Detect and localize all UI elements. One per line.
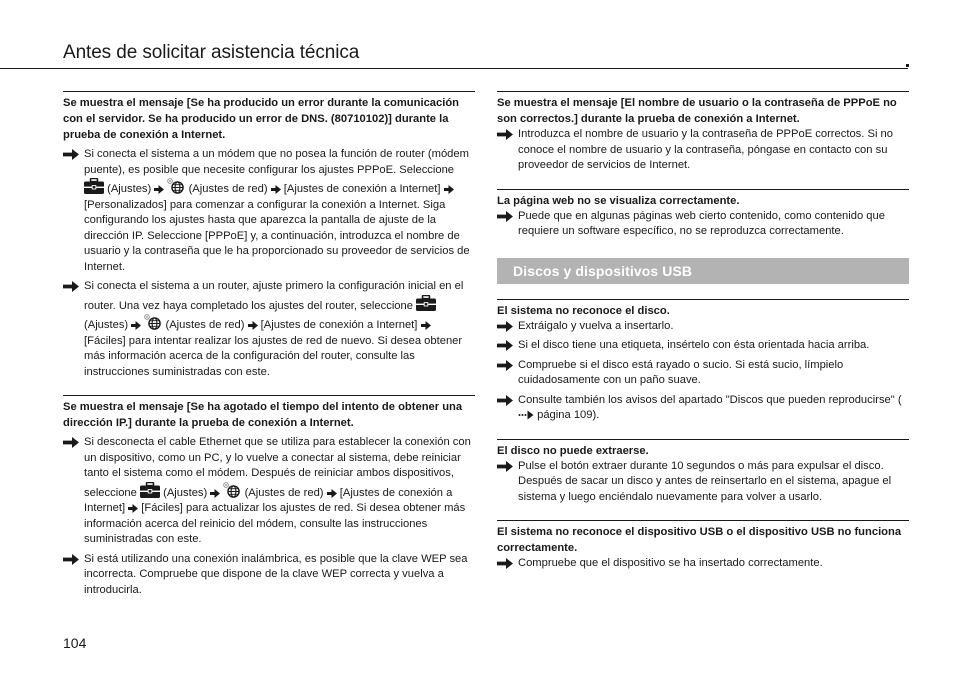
answer-ethernet-restart: Si desconecta el cable Ethernet que se utiliza para establecer la conexión con un dispositivo, como un PC, y lo vuelve a conectar al sistema, debe reiniciar tanto el sistema como el módem. Después de reiniciar ambos dispositivos, seleccione (Ajustes) (Ajustes de red) [Ajustes de conexión a Internet] [Fáciles] para actualizar los ajustes de red. Si desea obtener más información acerca del reinicio del módem, consulte las instrucciones suministradas con este. [63, 435, 475, 548]
right-arrow-icon [497, 395, 513, 406]
header-rule-tick [906, 64, 909, 67]
page-number: 104 [63, 635, 87, 651]
right-arrow-icon [63, 554, 79, 565]
network-globe-icon [144, 314, 162, 330]
step-arrow-icon [154, 185, 164, 194]
step-arrow-icon [248, 321, 258, 330]
question-pppoe-credentials: Se muestra el mensaje [El nombre de usuario o la contraseña de PPPoE no son correctos.] durante la prueba de conexión a Internet. [497, 91, 909, 127]
section-heading-discs-usb: Discos y dispositivos USB [497, 258, 909, 284]
right-arrow-icon [63, 149, 79, 160]
right-arrow-icon [497, 129, 513, 140]
answer-reinsert-disc: Extráigalo y vuelva a insertarlo. [497, 319, 909, 335]
answer-clean-disc: Compruebe si el disco está rayado o sucio. Si está sucio, límpielo cuidadosamente con un paño suave. [497, 358, 909, 389]
answer-pppoe: Introduzca el nombre de usuario y la contraseña de PPPoE correctos. Si no conoce el nombre de usuario y la contraseña, póngase en contacto con su proveedor de servicios de Internet. [497, 127, 909, 174]
step-arrow-icon [131, 321, 141, 330]
step-arrow-icon [444, 185, 454, 194]
step-arrow-icon [128, 504, 138, 513]
answer-usb-inserted: Compruebe que el dispositivo se ha insertado correctamente. [497, 556, 909, 572]
right-arrow-icon [497, 211, 513, 222]
answer-router: Si conecta el sistema a un router, ajuste primero la configuración inicial en el router. Una vez haya completado los ajustes del router, seleccione (Ajustes) (Ajustes de red) [Ajustes de conexión a Internet] [Fáciles] para intentar realizar los ajustes de red de nuevo. Si desea obtener más información acerca de la configuración del router, consulte las instrucciones suministradas con este. [63, 279, 475, 380]
left-column [63, 91, 475, 598]
question-web-page: La página web no se visualiza correctamente. [497, 189, 909, 209]
right-arrow-icon [497, 558, 513, 569]
answer-label-up: Si el disco tiene una etiqueta, insértelo con ésta orientada hacia arriba. [497, 338, 909, 354]
answer-eject-button: Pulse el botón extraer durante 10 segundos o más para expulsar el disco. Después de sacar un disco y antes de reinsertarlo en el sistema, apague el sistema y luego enciéndalo nuevamente para volver a usarlo. [497, 459, 909, 506]
answer-see-playable-discs: Consulte también los avisos del apartado "Discos que pueden reproducirse" ( página 109). [497, 393, 909, 424]
right-column [497, 91, 909, 572]
right-arrow-icon [497, 461, 513, 472]
right-arrow-icon [63, 281, 79, 292]
question-ip-timeout: Se muestra el mensaje [Se ha agotado el tiempo del intento de obtener una dirección IP.] durante la prueba de conexión a Internet. [63, 395, 475, 431]
question-usb-device: El sistema no reconoce el dispositivo USB o el dispositivo USB no funciona correctamente. [497, 520, 909, 556]
step-arrow-icon [271, 185, 281, 194]
answer-wep-key: Si está utilizando una conexión inalámbrica, es posible que la clave WEP sea incorrecta. Compruebe que dispone de la clave WEP correcta y vuelva a introducirla. [63, 552, 475, 599]
right-arrow-icon [63, 437, 79, 448]
question-disc-not-recognized: El sistema no reconoce el disco. [497, 299, 909, 319]
answer-web-page: Puede que en algunas páginas web cierto contenido, como contenido que requiere un software específico, no se reproduzca correctamente. [497, 209, 909, 240]
page-title: Antes de solicitar asistencia técnica [63, 42, 360, 63]
network-globe-icon [167, 178, 185, 194]
header-rule [0, 68, 908, 69]
step-arrow-icon [421, 321, 431, 330]
question-dns-error: Se muestra el mensaje [Se ha producido un error durante la comunicación con el servidor. Se ha producido un error de DNS. (80710102)] durante la prueba de conexión a Internet. [63, 91, 475, 143]
toolbox-settings-icon [140, 482, 160, 498]
answer-bridge-modem: Si conecta el sistema a un módem que no posea la función de router (módem puente), es posible que necesite configurar los ajustes PPPoE. Seleccione (Ajustes) (Ajustes de red) [Ajustes de conexión a Internet] [Personalizados] para comenzar a configurar la conexión a Internet. Siga configurando los ajustes hasta que aparezca la pantalla de ajuste de la dirección IP. Seleccione [PPPoE] y, a continuación, introduzca el nombre de usuario y la contraseña que le ha proporcionado su proveedor de servicios de Internet. [63, 147, 475, 275]
toolbox-settings-icon [416, 295, 436, 311]
toolbox-settings-icon [84, 178, 104, 194]
right-arrow-icon [497, 340, 513, 351]
right-arrow-icon [497, 321, 513, 332]
page-reference-link[interactable]: página 109 [537, 409, 593, 421]
step-arrow-icon [210, 489, 220, 498]
page-reference-icon [518, 410, 534, 420]
step-arrow-icon [327, 489, 337, 498]
right-arrow-icon [497, 360, 513, 371]
question-disc-eject: El disco no puede extraerse. [497, 439, 909, 459]
network-globe-icon [223, 482, 241, 498]
